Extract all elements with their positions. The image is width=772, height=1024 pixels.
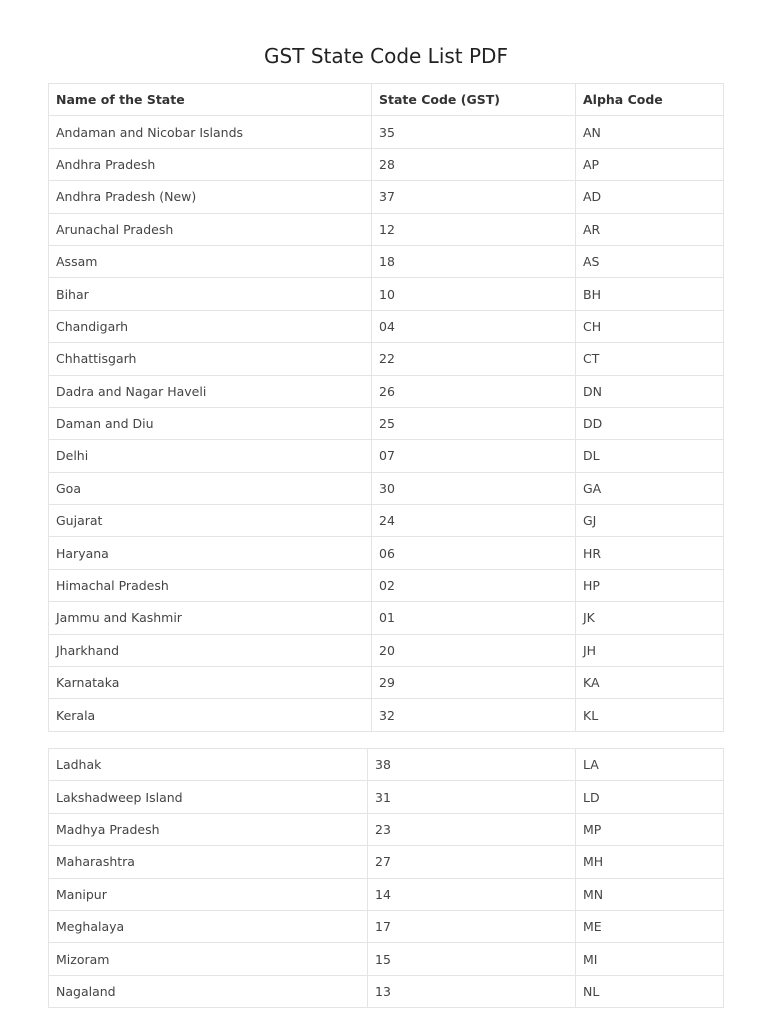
table-row <box>49 343 724 375</box>
table-row <box>49 213 724 245</box>
cell-state-code: 07 <box>372 440 576 472</box>
column-header-state-name: Name of the State <box>49 84 372 116</box>
cell-alpha-code: DL <box>576 440 724 472</box>
cell-state-code: 26 <box>372 375 576 407</box>
cell-state-name: Andhra Pradesh (New) <box>49 181 372 213</box>
table-row <box>49 505 724 537</box>
cell-state-code: 35 <box>372 116 576 148</box>
cell-alpha-code: MP <box>576 813 724 845</box>
cell-state-name: Chandigarh <box>49 310 372 342</box>
cell-alpha-code: AN <box>576 116 724 148</box>
cell-alpha-code: MN <box>576 878 724 910</box>
table-row <box>49 975 724 1007</box>
state-code-table-continued <box>48 748 724 1008</box>
cell-state-name: Daman and Diu <box>49 407 372 439</box>
cell-alpha-code: JH <box>576 634 724 666</box>
cell-state-code: 14 <box>368 878 576 910</box>
cell-state-code: 13 <box>368 975 576 1007</box>
cell-state-code: 27 <box>368 846 576 878</box>
cell-alpha-code: KL <box>576 699 724 731</box>
cell-state-code: 22 <box>372 343 576 375</box>
table-row <box>49 440 724 472</box>
cell-alpha-code: LD <box>576 781 724 813</box>
cell-alpha-code: BH <box>576 278 724 310</box>
cell-state-code: 37 <box>372 181 576 213</box>
cell-state-name: Maharashtra <box>49 846 368 878</box>
cell-state-name: Jammu and Kashmir <box>49 602 372 634</box>
table-row <box>49 634 724 666</box>
table-row <box>49 878 724 910</box>
cell-alpha-code: NL <box>576 975 724 1007</box>
cell-state-name: Goa <box>49 472 372 504</box>
cell-state-code: 02 <box>372 569 576 601</box>
cell-state-code: 17 <box>368 910 576 942</box>
table-row <box>49 375 724 407</box>
table-row <box>49 699 724 731</box>
table-row <box>49 846 724 878</box>
cell-alpha-code: AR <box>576 213 724 245</box>
state-code-table-continued-viewport <box>48 748 724 999</box>
cell-alpha-code: ME <box>576 910 724 942</box>
table-row <box>49 602 724 634</box>
cell-state-name: Chhattisgarh <box>49 343 372 375</box>
cell-state-name: Andhra Pradesh <box>49 148 372 180</box>
cell-state-name: Kerala <box>49 699 372 731</box>
cell-state-name: Mizoram <box>49 943 368 975</box>
cell-alpha-code: CH <box>576 310 724 342</box>
cell-state-name: Meghalaya <box>49 910 368 942</box>
cell-state-name: Karnataka <box>49 667 372 699</box>
cell-alpha-code: DD <box>576 407 724 439</box>
cell-alpha-code: AP <box>576 148 724 180</box>
cell-state-name: Delhi <box>49 440 372 472</box>
table-row <box>49 310 724 342</box>
page-title: GST State Code List PDF <box>264 44 508 68</box>
cell-state-code: 25 <box>372 407 576 439</box>
table-row <box>49 910 724 942</box>
cell-alpha-code: MH <box>576 846 724 878</box>
table-row <box>49 667 724 699</box>
cell-alpha-code: AD <box>576 181 724 213</box>
column-header-state-code: State Code (GST) <box>372 84 576 116</box>
cell-alpha-code: GA <box>576 472 724 504</box>
cell-state-code: 29 <box>372 667 576 699</box>
cell-state-code: 23 <box>368 813 576 845</box>
table-row <box>49 569 724 601</box>
cell-state-name: Gujarat <box>49 505 372 537</box>
cell-state-name: Manipur <box>49 878 368 910</box>
table-row <box>49 116 724 148</box>
cell-state-code: 38 <box>368 749 576 781</box>
cell-state-name: Lakshadweep Island <box>49 781 368 813</box>
cell-state-name: Bihar <box>49 278 372 310</box>
cell-state-code: 06 <box>372 537 576 569</box>
state-code-table <box>48 83 724 732</box>
cell-alpha-code: LA <box>576 749 724 781</box>
cell-state-name: Assam <box>49 245 372 277</box>
table-row <box>49 537 724 569</box>
table-row <box>49 278 724 310</box>
cell-state-name: Nagaland <box>49 975 368 1007</box>
cell-state-code: 12 <box>372 213 576 245</box>
cell-state-code: 24 <box>372 505 576 537</box>
cell-state-name: Dadra and Nagar Haveli <box>49 375 372 407</box>
cell-state-code: 20 <box>372 634 576 666</box>
table-row <box>49 781 724 813</box>
cell-state-code: 04 <box>372 310 576 342</box>
cell-state-name: Jharkhand <box>49 634 372 666</box>
table-row <box>49 148 724 180</box>
column-header-alpha-code: Alpha Code <box>576 84 724 116</box>
cell-state-code: 10 <box>372 278 576 310</box>
table-row <box>49 749 724 781</box>
table-row <box>49 407 724 439</box>
cell-state-code: 28 <box>372 148 576 180</box>
cell-alpha-code: DN <box>576 375 724 407</box>
cell-alpha-code: CT <box>576 343 724 375</box>
cell-alpha-code: HR <box>576 537 724 569</box>
table-row <box>49 813 724 845</box>
cell-state-code: 31 <box>368 781 576 813</box>
cell-state-code: 30 <box>372 472 576 504</box>
table-row <box>49 472 724 504</box>
cell-state-name: Himachal Pradesh <box>49 569 372 601</box>
cell-state-name: Madhya Pradesh <box>49 813 368 845</box>
cell-alpha-code: HP <box>576 569 724 601</box>
cell-state-code: 32 <box>372 699 576 731</box>
cell-state-code: 18 <box>372 245 576 277</box>
cell-state-name: Andaman and Nicobar Islands <box>49 116 372 148</box>
cell-state-name: Ladhak <box>49 749 368 781</box>
table-row <box>49 245 724 277</box>
cell-state-name: Haryana <box>49 537 372 569</box>
cell-state-name: Arunachal Pradesh <box>49 213 372 245</box>
table-row <box>49 943 724 975</box>
cell-state-code: 01 <box>372 602 576 634</box>
cell-state-code: 15 <box>368 943 576 975</box>
cell-alpha-code: JK <box>576 602 724 634</box>
cell-alpha-code: GJ <box>576 505 724 537</box>
cell-alpha-code: MI <box>576 943 724 975</box>
table-row <box>49 181 724 213</box>
cell-alpha-code: KA <box>576 667 724 699</box>
cell-alpha-code: AS <box>576 245 724 277</box>
table-header-row <box>49 84 724 116</box>
